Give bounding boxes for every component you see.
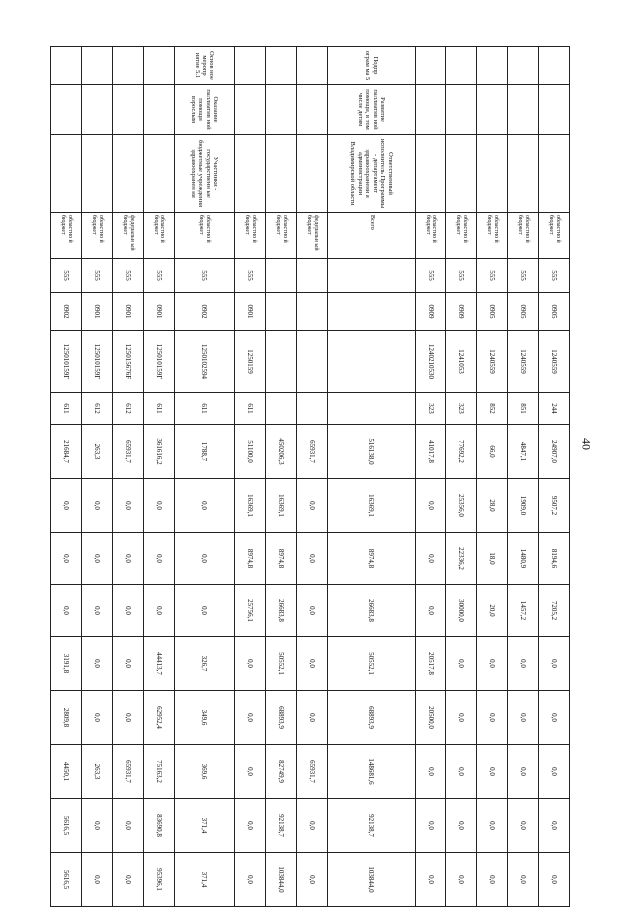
executor-cell bbox=[143, 135, 174, 213]
value-cell: 0,0 bbox=[477, 637, 508, 691]
program-level-cell bbox=[112, 47, 143, 85]
value-cell: 66,0 bbox=[477, 425, 508, 479]
value-cell: 103844,0 bbox=[327, 853, 415, 907]
value-cell: 263,3 bbox=[81, 425, 112, 479]
value-cell: 1457,2 bbox=[508, 585, 539, 637]
value-cell: 612 bbox=[112, 393, 143, 425]
value-cell: 0905 bbox=[508, 293, 539, 331]
table-body bbox=[51, 47, 570, 907]
table-row bbox=[143, 47, 174, 907]
value-cell: 4450,1 bbox=[51, 745, 82, 799]
table-row bbox=[112, 47, 143, 907]
value-cell: 0,0 bbox=[415, 533, 446, 585]
value-cell: 65931,7 bbox=[112, 425, 143, 479]
value-cell: 0,0 bbox=[81, 533, 112, 585]
value-cell: 1240559 bbox=[508, 331, 539, 393]
value-cell: 555 bbox=[81, 259, 112, 293]
table-row bbox=[415, 47, 446, 907]
value-cell: 326,7 bbox=[174, 637, 234, 691]
value-cell: 323 bbox=[446, 393, 477, 425]
executor-cell bbox=[539, 135, 570, 213]
value-cell: 0,0 bbox=[446, 637, 477, 691]
value-cell: 555 bbox=[143, 259, 174, 293]
value-cell: 0,0 bbox=[296, 799, 327, 853]
funding-source-cell: областно й бюджет bbox=[477, 213, 508, 259]
value-cell: 8974,8 bbox=[235, 533, 266, 585]
program-name-cell bbox=[296, 85, 327, 135]
funding-source-cell: Всего bbox=[327, 213, 415, 259]
value-cell bbox=[327, 331, 415, 393]
value-cell: 0,0 bbox=[477, 853, 508, 907]
value-cell: 244 bbox=[539, 393, 570, 425]
value-cell: 1480,9 bbox=[508, 533, 539, 585]
funding-source-cell: федеральн ый бюджет bbox=[112, 213, 143, 259]
value-cell: 0,0 bbox=[143, 533, 174, 585]
value-cell: 0,0 bbox=[446, 691, 477, 745]
program-level-cell bbox=[296, 47, 327, 85]
value-cell: 611 bbox=[235, 393, 266, 425]
table-row bbox=[446, 47, 477, 907]
value-cell: 0,0 bbox=[112, 479, 143, 533]
program-level-cell bbox=[415, 47, 446, 85]
value-cell: 21684,7 bbox=[51, 425, 82, 479]
value-cell: 0,0 bbox=[477, 691, 508, 745]
value-cell: 555 bbox=[539, 259, 570, 293]
value-cell: 0,0 bbox=[296, 533, 327, 585]
value-cell: 0,0 bbox=[143, 479, 174, 533]
value-cell: 125010159Г bbox=[81, 331, 112, 393]
value-cell: 0,0 bbox=[415, 585, 446, 637]
value-cell: 0905 bbox=[477, 293, 508, 331]
funding-source-cell: областно й бюджет bbox=[143, 213, 174, 259]
table-row bbox=[174, 47, 234, 907]
value-cell: 0,0 bbox=[174, 479, 234, 533]
table-row bbox=[327, 47, 415, 907]
executor-cell bbox=[51, 135, 82, 213]
value-cell: 50552,1 bbox=[265, 637, 296, 691]
value-cell bbox=[296, 331, 327, 393]
executor-cell bbox=[296, 135, 327, 213]
value-cell: 125010159Г bbox=[51, 331, 82, 393]
program-level-cell bbox=[235, 47, 266, 85]
value-cell: 125015676F bbox=[112, 331, 143, 393]
value-cell: 0,0 bbox=[508, 745, 539, 799]
program-name-cell bbox=[235, 85, 266, 135]
value-cell bbox=[265, 259, 296, 293]
value-cell: 8194,6 bbox=[539, 533, 570, 585]
value-cell: 75163,2 bbox=[143, 745, 174, 799]
value-cell: 555 bbox=[235, 259, 266, 293]
executor-cell: Ответственный исполнитель Программы - департамент здравоохранени я администрации Владимирской области bbox=[327, 135, 415, 213]
value-cell: 0,0 bbox=[235, 745, 266, 799]
program-name-cell bbox=[539, 85, 570, 135]
value-cell: 1250102594 bbox=[174, 331, 234, 393]
executor-cell bbox=[235, 135, 266, 213]
value-cell: 22336,2 bbox=[446, 533, 477, 585]
executor-cell bbox=[112, 135, 143, 213]
value-cell: 612 bbox=[81, 393, 112, 425]
value-cell: 8974,8 bbox=[327, 533, 415, 585]
value-cell: 0,0 bbox=[539, 745, 570, 799]
value-cell: 28,0 bbox=[477, 479, 508, 533]
funding-source-cell: областно й бюджет bbox=[235, 213, 266, 259]
value-cell: 77692,2 bbox=[446, 425, 477, 479]
value-cell: 0,0 bbox=[112, 533, 143, 585]
program-name-cell bbox=[143, 85, 174, 135]
value-cell: 0,0 bbox=[415, 479, 446, 533]
value-cell: 82749,9 bbox=[265, 745, 296, 799]
value-cell: 51100,0 bbox=[235, 425, 266, 479]
executor-cell bbox=[446, 135, 477, 213]
value-cell bbox=[327, 259, 415, 293]
value-cell: 0,0 bbox=[446, 799, 477, 853]
value-cell: 68893,9 bbox=[265, 691, 296, 745]
table-row bbox=[81, 47, 112, 907]
value-cell: 44413,7 bbox=[143, 637, 174, 691]
executor-cell bbox=[415, 135, 446, 213]
value-cell: 555 bbox=[446, 259, 477, 293]
value-cell: 0,0 bbox=[51, 585, 82, 637]
budget-table bbox=[50, 46, 570, 907]
value-cell: 0901 bbox=[81, 293, 112, 331]
value-cell: 0,0 bbox=[143, 585, 174, 637]
value-cell: 92138,7 bbox=[265, 799, 296, 853]
value-cell: 0902 bbox=[51, 293, 82, 331]
value-cell: 0,0 bbox=[81, 853, 112, 907]
value-cell: 852 bbox=[477, 393, 508, 425]
value-cell: 65931,7 bbox=[112, 745, 143, 799]
value-cell: 0,0 bbox=[235, 691, 266, 745]
value-cell bbox=[327, 293, 415, 331]
table-row bbox=[265, 47, 296, 907]
funding-source-cell: областно й бюджет bbox=[51, 213, 82, 259]
value-cell: 8974,8 bbox=[265, 533, 296, 585]
value-cell: 7205,2 bbox=[539, 585, 570, 637]
program-level-cell: Основ ное меропр иятие 5.1 bbox=[174, 47, 234, 85]
value-cell bbox=[327, 393, 415, 425]
value-cell: 516138,0 bbox=[327, 425, 415, 479]
value-cell: 103844,0 bbox=[265, 853, 296, 907]
value-cell: 1788,7 bbox=[174, 425, 234, 479]
value-cell: 0,0 bbox=[81, 799, 112, 853]
value-cell: 0,0 bbox=[296, 479, 327, 533]
value-cell: 0,0 bbox=[235, 853, 266, 907]
program-name-cell bbox=[415, 85, 446, 135]
value-cell: 0,0 bbox=[539, 853, 570, 907]
value-cell: 20,0 bbox=[477, 585, 508, 637]
program-name-cell bbox=[508, 85, 539, 135]
value-cell: 0,0 bbox=[81, 691, 112, 745]
value-cell: 371,4 bbox=[174, 799, 234, 853]
funding-source-cell: областно й бюджет bbox=[446, 213, 477, 259]
value-cell: 95396,1 bbox=[143, 853, 174, 907]
value-cell: 450206,3 bbox=[265, 425, 296, 479]
value-cell: 16369,1 bbox=[265, 479, 296, 533]
value-cell: 83690,8 bbox=[143, 799, 174, 853]
value-cell: 611 bbox=[174, 393, 234, 425]
value-cell: 0,0 bbox=[539, 691, 570, 745]
value-cell: 611 bbox=[143, 393, 174, 425]
value-cell: 0,0 bbox=[508, 637, 539, 691]
budget-table-container bbox=[50, 46, 570, 893]
program-name-cell: Развитие паллиатив ной помощи, в том числе детям bbox=[327, 85, 415, 135]
funding-source-cell: областно й бюджет bbox=[265, 213, 296, 259]
value-cell: 0,0 bbox=[508, 799, 539, 853]
value-cell: 50552,1 bbox=[327, 637, 415, 691]
value-cell: 16369,1 bbox=[327, 479, 415, 533]
funding-source-cell: областно й бюджет bbox=[539, 213, 570, 259]
value-cell: 555 bbox=[51, 259, 82, 293]
value-cell: 0901 bbox=[112, 293, 143, 331]
value-cell: 1909,0 bbox=[508, 479, 539, 533]
value-cell: 0,0 bbox=[415, 853, 446, 907]
program-level-cell bbox=[265, 47, 296, 85]
value-cell: 555 bbox=[508, 259, 539, 293]
value-cell: 5616,5 bbox=[51, 799, 82, 853]
program-level-cell bbox=[477, 47, 508, 85]
value-cell: 92138,7 bbox=[327, 799, 415, 853]
program-level-cell bbox=[143, 47, 174, 85]
value-cell: 0,0 bbox=[296, 637, 327, 691]
value-cell: 1241053 bbox=[446, 331, 477, 393]
value-cell: 0,0 bbox=[174, 533, 234, 585]
value-cell: 16369,1 bbox=[235, 479, 266, 533]
value-cell: 371,4 bbox=[174, 853, 234, 907]
value-cell: 0,0 bbox=[81, 479, 112, 533]
executor-cell: Участники - государственн ые бюджетные учреждения здравоохранен ия bbox=[174, 135, 234, 213]
value-cell: 0,0 bbox=[296, 853, 327, 907]
value-cell: 30000,0 bbox=[446, 585, 477, 637]
value-cell: 20500,0 bbox=[415, 691, 446, 745]
value-cell: 349,6 bbox=[174, 691, 234, 745]
value-cell: 68893,9 bbox=[327, 691, 415, 745]
program-level-cell bbox=[539, 47, 570, 85]
executor-cell bbox=[81, 135, 112, 213]
program-level-cell bbox=[51, 47, 82, 85]
value-cell: 18,0 bbox=[477, 533, 508, 585]
value-cell: 0,0 bbox=[174, 585, 234, 637]
executor-cell bbox=[477, 135, 508, 213]
value-cell: 0,0 bbox=[51, 533, 82, 585]
value-cell: 555 bbox=[174, 259, 234, 293]
value-cell: 41017,8 bbox=[415, 425, 446, 479]
value-cell: 0,0 bbox=[296, 691, 327, 745]
value-cell: 0,0 bbox=[235, 637, 266, 691]
program-name-cell bbox=[51, 85, 82, 135]
program-level-cell: Подпр ограм ма 5 bbox=[327, 47, 415, 85]
program-name-cell bbox=[477, 85, 508, 135]
value-cell: 0,0 bbox=[51, 479, 82, 533]
value-cell: 0,0 bbox=[112, 585, 143, 637]
value-cell: 0,0 bbox=[477, 799, 508, 853]
value-cell: 25756,1 bbox=[235, 585, 266, 637]
value-cell: 0,0 bbox=[112, 853, 143, 907]
value-cell: 0,0 bbox=[446, 853, 477, 907]
value-cell: 0,0 bbox=[81, 637, 112, 691]
value-cell: 0,0 bbox=[446, 745, 477, 799]
value-cell bbox=[296, 393, 327, 425]
value-cell bbox=[265, 293, 296, 331]
value-cell: 1240559 bbox=[477, 331, 508, 393]
program-name-cell bbox=[112, 85, 143, 135]
funding-source-cell: федеральн ый бюджет bbox=[296, 213, 327, 259]
value-cell: 0,0 bbox=[81, 585, 112, 637]
table-row bbox=[235, 47, 266, 907]
value-cell: 26683,8 bbox=[327, 585, 415, 637]
value-cell: 0909 bbox=[446, 293, 477, 331]
value-cell: 0,0 bbox=[539, 637, 570, 691]
value-cell: 0,0 bbox=[296, 585, 327, 637]
value-cell: 9507,2 bbox=[539, 479, 570, 533]
table-row bbox=[296, 47, 327, 907]
value-cell: 148681,6 bbox=[327, 745, 415, 799]
funding-source-cell: областно й бюджет bbox=[174, 213, 234, 259]
table-row bbox=[477, 47, 508, 907]
value-cell: 0,0 bbox=[112, 691, 143, 745]
table-row bbox=[51, 47, 82, 907]
page-number: 40 bbox=[579, 438, 594, 450]
value-cell: 26683,8 bbox=[265, 585, 296, 637]
value-cell: 65931,7 bbox=[296, 425, 327, 479]
value-cell: 20517,8 bbox=[415, 637, 446, 691]
value-cell: 555 bbox=[477, 259, 508, 293]
value-cell: 555 bbox=[112, 259, 143, 293]
value-cell: 0,0 bbox=[415, 799, 446, 853]
value-cell: 0,0 bbox=[112, 799, 143, 853]
value-cell: 611 bbox=[51, 393, 82, 425]
value-cell: 2809,8 bbox=[51, 691, 82, 745]
value-cell: 0,0 bbox=[508, 691, 539, 745]
executor-cell bbox=[508, 135, 539, 213]
value-cell: 0,0 bbox=[508, 853, 539, 907]
value-cell: 851 bbox=[508, 393, 539, 425]
table-row bbox=[539, 47, 570, 907]
value-cell: 1240559 bbox=[539, 331, 570, 393]
value-cell: 25356,0 bbox=[446, 479, 477, 533]
program-name-cell bbox=[446, 85, 477, 135]
program-name-cell bbox=[265, 85, 296, 135]
value-cell: 24907,0 bbox=[539, 425, 570, 479]
value-cell: 323 bbox=[415, 393, 446, 425]
value-cell: 0,0 bbox=[112, 637, 143, 691]
value-cell: 263,3 bbox=[81, 745, 112, 799]
program-name-cell: Оказание паллиатив ной помощи взрослым bbox=[174, 85, 234, 135]
value-cell: 0909 bbox=[415, 293, 446, 331]
program-level-cell bbox=[446, 47, 477, 85]
value-cell bbox=[265, 393, 296, 425]
value-cell: 0,0 bbox=[415, 745, 446, 799]
value-cell: 62952,4 bbox=[143, 691, 174, 745]
value-cell: 65931,7 bbox=[296, 745, 327, 799]
program-name-cell bbox=[81, 85, 112, 135]
value-cell: 3191,8 bbox=[51, 637, 82, 691]
value-cell bbox=[265, 331, 296, 393]
value-cell: 5616,5 bbox=[51, 853, 82, 907]
value-cell: 0905 bbox=[539, 293, 570, 331]
value-cell: 361616,2 bbox=[143, 425, 174, 479]
program-level-cell bbox=[508, 47, 539, 85]
table-row bbox=[508, 47, 539, 907]
program-level-cell bbox=[81, 47, 112, 85]
funding-source-cell: областно й бюджет bbox=[415, 213, 446, 259]
value-cell: 369,6 bbox=[174, 745, 234, 799]
funding-source-cell: областно й бюджет bbox=[81, 213, 112, 259]
value-cell: 555 bbox=[415, 259, 446, 293]
value-cell: 1250159 bbox=[235, 331, 266, 393]
value-cell: 0,0 bbox=[539, 799, 570, 853]
funding-source-cell: областно й бюджет bbox=[508, 213, 539, 259]
value-cell: 0,0 bbox=[477, 745, 508, 799]
value-cell: 4847,1 bbox=[508, 425, 539, 479]
value-cell: 0901 bbox=[235, 293, 266, 331]
value-cell bbox=[296, 259, 327, 293]
value-cell bbox=[296, 293, 327, 331]
value-cell: 1240210530 bbox=[415, 331, 446, 393]
value-cell: 0901 bbox=[143, 293, 174, 331]
value-cell: 0902 bbox=[174, 293, 234, 331]
value-cell: 0,0 bbox=[235, 799, 266, 853]
value-cell: 125010159Г bbox=[143, 331, 174, 393]
executor-cell bbox=[265, 135, 296, 213]
